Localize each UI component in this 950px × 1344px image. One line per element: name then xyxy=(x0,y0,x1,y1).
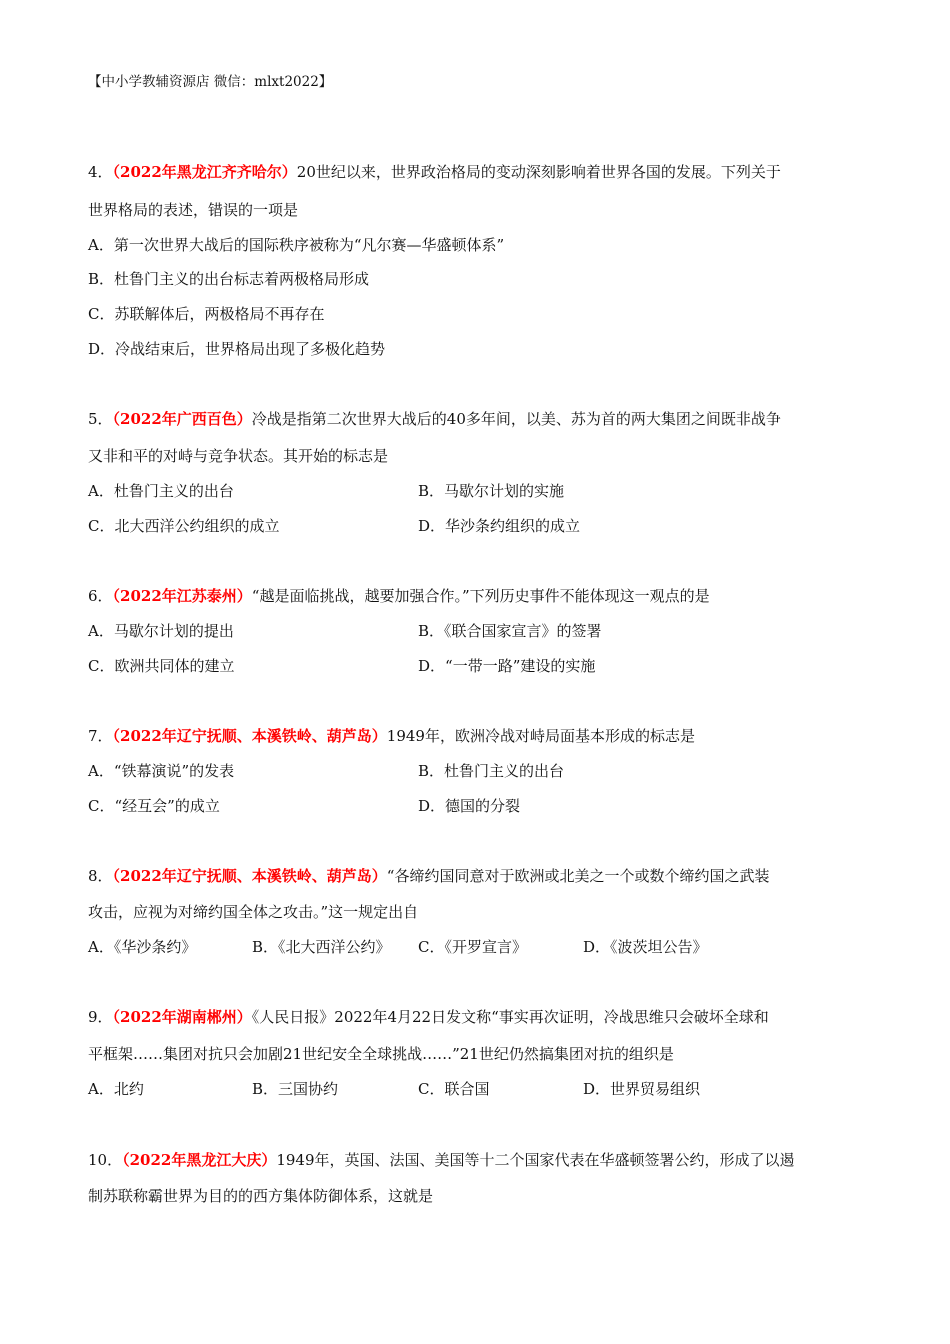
question-5-line-2: 又非和平的对峙与竞争状态。其开始的标志是 xyxy=(88,447,389,465)
question-5-line-1 xyxy=(88,408,781,430)
question-10-line-1 xyxy=(88,1149,795,1171)
question-6-option-d: D．“一带一路”建设的实施 xyxy=(418,657,596,675)
question-6-option-a: A．马歇尔计划的提出 xyxy=(88,622,234,640)
question-stem: “越是面临挑战，越要加强合作。”下列历史事件不能体现这一观点的是 xyxy=(251,587,710,605)
question-4-option-c: C．苏联解体后，两极格局不再存在 xyxy=(88,305,325,323)
question-7-option-d: D．德国的分裂 xyxy=(418,797,521,815)
question-source: （2022年辽宁抚顺、本溪铁岭、葫芦岛） xyxy=(112,727,387,745)
question-8-option-b: B．《北大西洋公约》 xyxy=(252,938,391,956)
question-number: 7． xyxy=(88,727,113,745)
page-header: 【中小学教辅资源店 微信：mlxt2022】 xyxy=(88,74,333,90)
question-6-option-c: C．欧洲共同体的建立 xyxy=(88,657,235,675)
question-7-option-a: A．“铁幕演说”的发表 xyxy=(88,762,235,780)
question-stem: 1949年，欧洲冷战对峙局面基本形成的标志是 xyxy=(386,727,695,745)
question-source: （2022年湖南郴州） xyxy=(112,1008,252,1026)
question-stem: 20世纪以来，世界政治格局的变动深刻影响着世界各国的发展。下列关于 xyxy=(296,163,781,181)
question-number: 6． xyxy=(88,587,113,605)
question-stem: 冷战是指第二次世界大战后的40多年间，以美、苏为首的两大集团之间既非战争 xyxy=(251,410,781,428)
question-6-option-b: B．《联合国家宣言》的签署 xyxy=(418,622,602,640)
question-7-option-c: C．“经互会”的成立 xyxy=(88,797,220,815)
question-stem: 《人民日报》2022年4月22日发文称“事实再次证明，冷战思维只会破坏全球和 xyxy=(251,1008,769,1026)
question-source: （2022年黑龙江大庆） xyxy=(122,1151,277,1169)
question-9-option-b: B．三国协约 xyxy=(252,1080,339,1098)
question-8-option-a: A．《华沙条约》 xyxy=(88,938,197,956)
question-4-line-2: 世界格局的表述，错误的一项是 xyxy=(88,201,299,219)
question-number: 10． xyxy=(88,1151,123,1169)
question-10-line-2: 制苏联称霸世界为目的的西方集体防御体系，这就是 xyxy=(88,1187,434,1205)
question-number: 5． xyxy=(88,410,113,428)
question-number: 4． xyxy=(88,163,113,181)
question-5-option-b: B．马歇尔计划的实施 xyxy=(418,482,565,500)
question-9-line-2: 平框架……集团对抗只会加剧21世纪安全全球挑战……”21世纪仍然搞集团对抗的组织是 xyxy=(88,1045,674,1063)
question-stem: “各缔约国同意对于欧洲或北美之一个或数个缔约国之武装 xyxy=(386,867,770,885)
question-8-line-2: 攻击，应视为对缔约国全体之攻击。”这一规定出自 xyxy=(88,903,419,921)
question-9-line-1 xyxy=(88,1006,769,1028)
question-source: （2022年辽宁抚顺、本溪铁岭、葫芦岛） xyxy=(112,867,387,885)
question-9-option-a: A．北约 xyxy=(88,1080,144,1098)
question-7-option-b: B．杜鲁门主义的出台 xyxy=(418,762,565,780)
question-8-line-1 xyxy=(88,865,769,887)
question-4-option-d: D．冷战结束后，世界格局出现了多极化趋势 xyxy=(88,340,386,358)
question-4-option-a: A．第一次世界大战后的国际秩序被称为“凡尔赛—华盛顿体系” xyxy=(88,236,505,254)
question-4-line-1 xyxy=(88,161,781,183)
question-source: （2022年江苏泰州） xyxy=(112,587,252,605)
question-number: 9． xyxy=(88,1008,113,1026)
question-8-option-c: C．《开罗宣言》 xyxy=(418,938,527,956)
question-source: （2022年广西百色） xyxy=(112,410,252,428)
question-6-line-1 xyxy=(88,585,710,607)
question-8-option-d: D．《波茨坦公告》 xyxy=(583,938,708,956)
question-5-option-d: D．华沙条约组织的成立 xyxy=(418,517,581,535)
question-5-option-a: A．杜鲁门主义的出台 xyxy=(88,482,234,500)
question-number: 8． xyxy=(88,867,113,885)
question-5-option-c: C．北大西洋公约组织的成立 xyxy=(88,517,280,535)
question-7-line-1 xyxy=(88,725,695,747)
question-9-option-c: C．联合国 xyxy=(418,1080,490,1098)
question-stem: 1949年，英国、法国、美国等十二个国家代表在华盛顿签署公约，形成了以遏 xyxy=(276,1151,795,1169)
question-4-option-b: B．杜鲁门主义的出台标志着两极格局形成 xyxy=(88,270,370,288)
question-9-option-d: D．世界贸易组织 xyxy=(583,1080,701,1098)
question-source: （2022年黑龙江齐齐哈尔） xyxy=(112,163,297,181)
